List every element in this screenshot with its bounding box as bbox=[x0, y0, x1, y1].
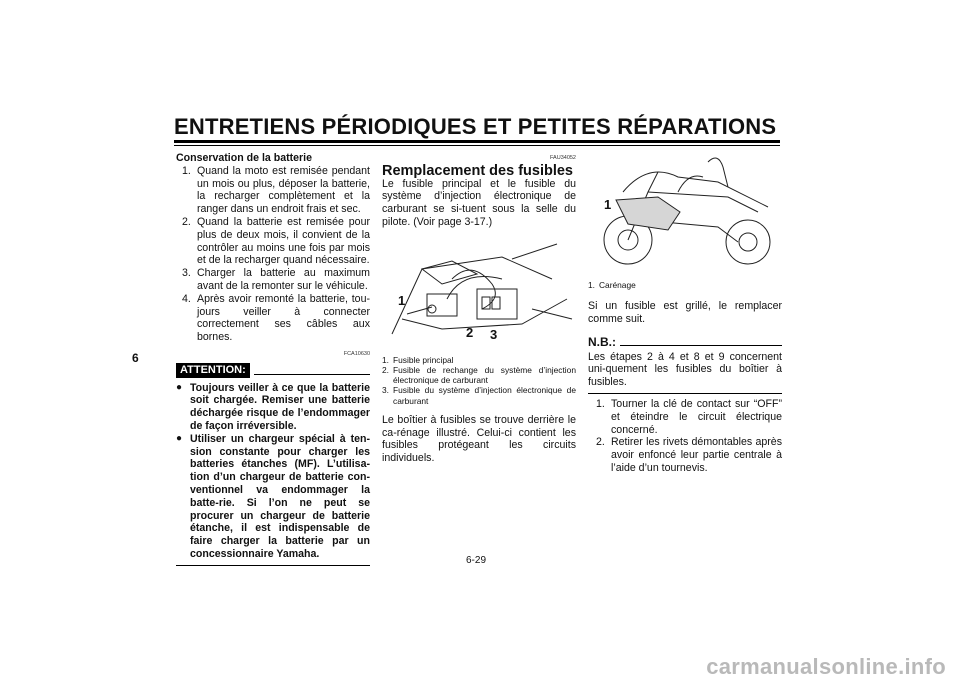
list-item: 1. Tourner la clé de contact sur “OFF” et éteindre le circuit électrique concerné. bbox=[596, 397, 782, 436]
fuse-captions bbox=[382, 355, 576, 406]
fuses-body: Le boîtier à fusibles se trouve derrière le ca-rénage illustré. Celui-ci contient les fusibles protégeant les circuits individuels. bbox=[382, 413, 576, 465]
list-item: ● Toujours veiller à ce que la batterie soit chargée. Remiser une batterie déchargée risque de l’endommager de façon irréversible. bbox=[176, 381, 370, 432]
bullet-icon: ● bbox=[176, 381, 183, 393]
section-code: FAU34052 bbox=[550, 155, 576, 161]
list-item: ● Utiliser un chargeur spécial à ten-sion constante pour charger les batteries étanches (MF). L’utilisa-tion d’un chargeur de batterie con-ventionnel va endommager la batte-rie. Si l’on ne peut se procurer un chargeur de batterie étanche, il est indispensable de faire charger la batterie par un concessionnaire Yamaha. bbox=[176, 432, 370, 560]
fuse-steps bbox=[588, 398, 782, 475]
watermark: carmanualsonline.info bbox=[706, 654, 946, 679]
caption-item: 3. Fusible du système d’injection électronique de carburant bbox=[382, 385, 576, 406]
list-item: 4. Après avoir remonté la batterie, tou-jours veiller à connecter correctement ses câbles aux bornes. bbox=[182, 292, 370, 344]
fuses-intro: Le fusible principal et le fusible du système d’injection électronique de carburant se si-tuent sous la selle du pilote. (Voir page 3-17.) bbox=[382, 177, 576, 228]
title-rule bbox=[174, 140, 780, 143]
nb-rule bbox=[620, 345, 782, 346]
nb-text: Les étapes 2 à 4 et 8 et 9 concernent uni-quement les fusibles du boîtier à fusibles. bbox=[588, 350, 782, 389]
title-rule-thin bbox=[174, 145, 780, 146]
attention-code: FCA10630 bbox=[343, 350, 370, 357]
attention-rule bbox=[254, 366, 370, 375]
column-fuses bbox=[382, 152, 576, 465]
fairing-figure bbox=[588, 152, 782, 270]
fuse-box-figure bbox=[382, 239, 576, 349]
battery-steps bbox=[176, 165, 370, 344]
attention-end-rule bbox=[176, 565, 370, 566]
fuse-box-illustration bbox=[382, 239, 576, 349]
attention-label: ATTENTION: bbox=[176, 363, 250, 378]
list-item: 1. Quand la moto est remisée pendant un mois ou plus, déposer la batterie, la recharger complètement et la ranger dans un endroit frais et sec. bbox=[182, 164, 370, 216]
caption-item: 2. Fusible de rechange du système d’injection électronique de carburant bbox=[382, 364, 576, 386]
attention-bullets bbox=[176, 382, 370, 561]
column-fairing bbox=[588, 152, 782, 475]
fuses-heading: Remplacement des fusibles bbox=[382, 162, 573, 179]
column-battery bbox=[176, 152, 370, 566]
caption-item: 1. Carénage bbox=[588, 280, 636, 290]
list-item: 2. Retirer les rivets démontables après avoir enfoncé leur partie centrale à l’aide d’un tournevis. bbox=[596, 436, 782, 474]
callout-1: 1 bbox=[604, 197, 612, 212]
callout-3: 3 bbox=[490, 326, 498, 342]
nb-label: N.B.: bbox=[588, 334, 616, 349]
battery-heading: Conservation de la batterie bbox=[176, 152, 312, 164]
list-item: 3. Charger la batterie au maximum avant de la remonter sur le véhicule. bbox=[182, 267, 370, 292]
chapter-tab: 6 bbox=[132, 351, 139, 365]
callout-1: 1 bbox=[398, 292, 406, 308]
list-item: 2. Quand la batterie est remisée pour plus de deux mois, il convient de la contrôler au moins une fois par mois et de la recharger quand nécessaire. bbox=[182, 215, 370, 267]
caption-item: 1. Fusible principal bbox=[382, 354, 454, 365]
motorcycle-illustration bbox=[588, 152, 782, 270]
nb-end-rule bbox=[588, 393, 782, 394]
fairing-text: Si un fusible est grillé, le remplacer comme suit. bbox=[588, 300, 782, 325]
bullet-icon: ● bbox=[176, 432, 183, 444]
callout-2: 2 bbox=[466, 324, 474, 340]
fairing-captions bbox=[588, 280, 782, 290]
page-number: 6-29 bbox=[466, 555, 487, 566]
page-title: ENTRETIENS PÉRIODIQUES ET PETITES RÉPARATIONS bbox=[174, 114, 777, 139]
